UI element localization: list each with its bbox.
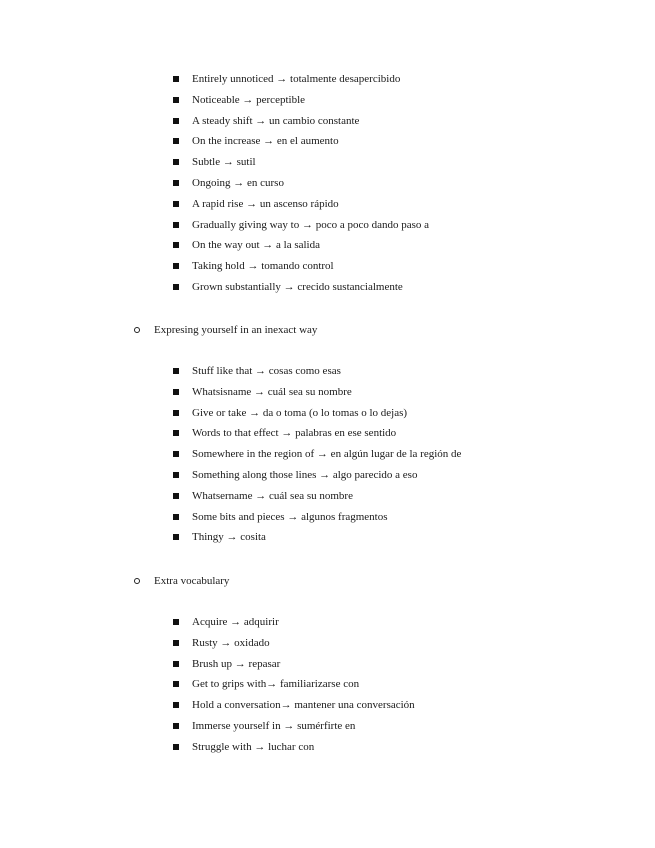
- list-item-text: Somewhere in the region of → en algún lugar de la región de: [192, 448, 462, 461]
- square-bullet-icon: [173, 159, 179, 165]
- list-item-text: On the increase → en el aumento: [192, 135, 339, 148]
- square-bullet-icon: [173, 76, 179, 82]
- list-item-text: Taking hold → tomando control: [192, 260, 334, 273]
- square-bullet-icon: [173, 180, 179, 186]
- list-item-text: Some bits and pieces → algunos fragmentos: [192, 510, 388, 523]
- list-item: [0, 507, 655, 528]
- list-item: [0, 194, 655, 215]
- list-item-text: Give or take → da o toma (o lo tomas o lo dejas): [192, 406, 408, 419]
- list-item-text: Ongoing → en curso: [192, 176, 284, 189]
- square-bullet-icon: [173, 410, 179, 416]
- list-item-text: Noticeable → perceptible: [192, 93, 306, 106]
- list-item-text: Hold a conversation→ mantener una conversación: [192, 699, 415, 712]
- list-item: [0, 737, 655, 758]
- square-bullet-icon: [173, 472, 179, 478]
- list-item-text: Entirely unnoticed → totalmente desapercibido: [192, 73, 401, 85]
- square-bullet-icon: [173, 451, 179, 457]
- list-item: [0, 90, 655, 111]
- list-item: [0, 235, 655, 256]
- list-item: [0, 215, 655, 236]
- list-item: [0, 695, 655, 716]
- square-bullet-icon: [173, 723, 179, 729]
- square-bullet-icon: [173, 222, 179, 228]
- list-item-text: Immerse yourself in → sumérfirte en: [192, 719, 356, 732]
- list-item-text: Grown substantially → crecido sustancialmente: [192, 280, 403, 293]
- list-item: [0, 674, 655, 695]
- list-item-text: Acquire → adquirir: [192, 616, 279, 628]
- list-item-text: A steady shift → un cambio constante: [192, 114, 360, 127]
- square-bullet-icon: [173, 138, 179, 144]
- square-bullet-icon: [173, 242, 179, 248]
- square-bullet-icon: [173, 640, 179, 646]
- list-item-text: Whatsername → cuál sea su nombre: [192, 489, 353, 502]
- list-item: [0, 633, 655, 654]
- list-item: [0, 486, 655, 507]
- list-item-text: Rusty → oxidado: [192, 636, 270, 649]
- list-item: [0, 256, 655, 277]
- list-item-text: A rapid rise → un ascenso rápido: [192, 197, 339, 210]
- list-item-text: Struggle with → luchar con: [192, 740, 315, 753]
- list-item: [0, 111, 655, 132]
- vocab-list: [0, 69, 655, 298]
- list-item: [0, 527, 655, 548]
- list-item: [0, 423, 655, 444]
- list-item-text: Brush up → repasar: [192, 657, 281, 670]
- list-item: [0, 173, 655, 194]
- list-item-text: Get to grips with→ familiarizarse con: [192, 678, 360, 691]
- section-heading-text: Extra vocabulary: [154, 575, 230, 587]
- square-bullet-icon: [173, 97, 179, 103]
- list-item-text: Gradually giving way to → poco a poco dando paso a: [192, 218, 430, 231]
- section-heading: [0, 571, 655, 591]
- extra-vocabulary-section: [0, 571, 655, 758]
- list-item: [0, 131, 655, 152]
- square-bullet-icon: [173, 284, 179, 290]
- list-item-text: Words to that effect → palabras en ese sentido: [192, 427, 397, 440]
- list-item: [0, 403, 655, 424]
- section-heading-text: Expresing yourself in an inexact way: [154, 324, 318, 336]
- list-item: [0, 612, 655, 633]
- square-bullet-icon: [173, 368, 179, 374]
- square-bullet-icon: [173, 681, 179, 687]
- square-bullet-icon: [173, 430, 179, 436]
- list-item-text: Thingy → cosita: [192, 531, 266, 544]
- inexact-expressions-section: [0, 320, 655, 548]
- circle-bullet-icon: [134, 327, 140, 333]
- square-bullet-icon: [173, 201, 179, 207]
- square-bullet-icon: [173, 744, 179, 750]
- square-bullet-icon: [173, 534, 179, 540]
- list-item-text: Whatsisname → cuál sea su nombre: [192, 385, 352, 398]
- list-item: [0, 152, 655, 173]
- square-bullet-icon: [173, 514, 179, 520]
- square-bullet-icon: [173, 702, 179, 708]
- square-bullet-icon: [173, 619, 179, 625]
- square-bullet-icon: [173, 493, 179, 499]
- vocab-list: [0, 361, 655, 548]
- list-item: [0, 654, 655, 675]
- list-item: [0, 716, 655, 737]
- square-bullet-icon: [173, 389, 179, 395]
- list-item: [0, 465, 655, 486]
- vocab-list: [0, 612, 655, 758]
- list-item-text: Stuff like that → cosas como esas: [192, 365, 341, 377]
- square-bullet-icon: [173, 661, 179, 667]
- square-bullet-icon: [173, 118, 179, 124]
- vocab-section-continued: [0, 69, 655, 298]
- list-item-text: Something along those lines → algo parecido a eso: [192, 468, 418, 481]
- section-heading: [0, 320, 655, 340]
- list-item-text: Subtle → sutil: [192, 156, 256, 169]
- list-item: [0, 277, 655, 298]
- list-item: [0, 382, 655, 403]
- list-item: [0, 69, 655, 90]
- square-bullet-icon: [173, 263, 179, 269]
- list-item: [0, 444, 655, 465]
- list-item-text: On the way out → a la salida: [192, 239, 320, 252]
- circle-bullet-icon: [134, 578, 140, 584]
- list-item: [0, 361, 655, 382]
